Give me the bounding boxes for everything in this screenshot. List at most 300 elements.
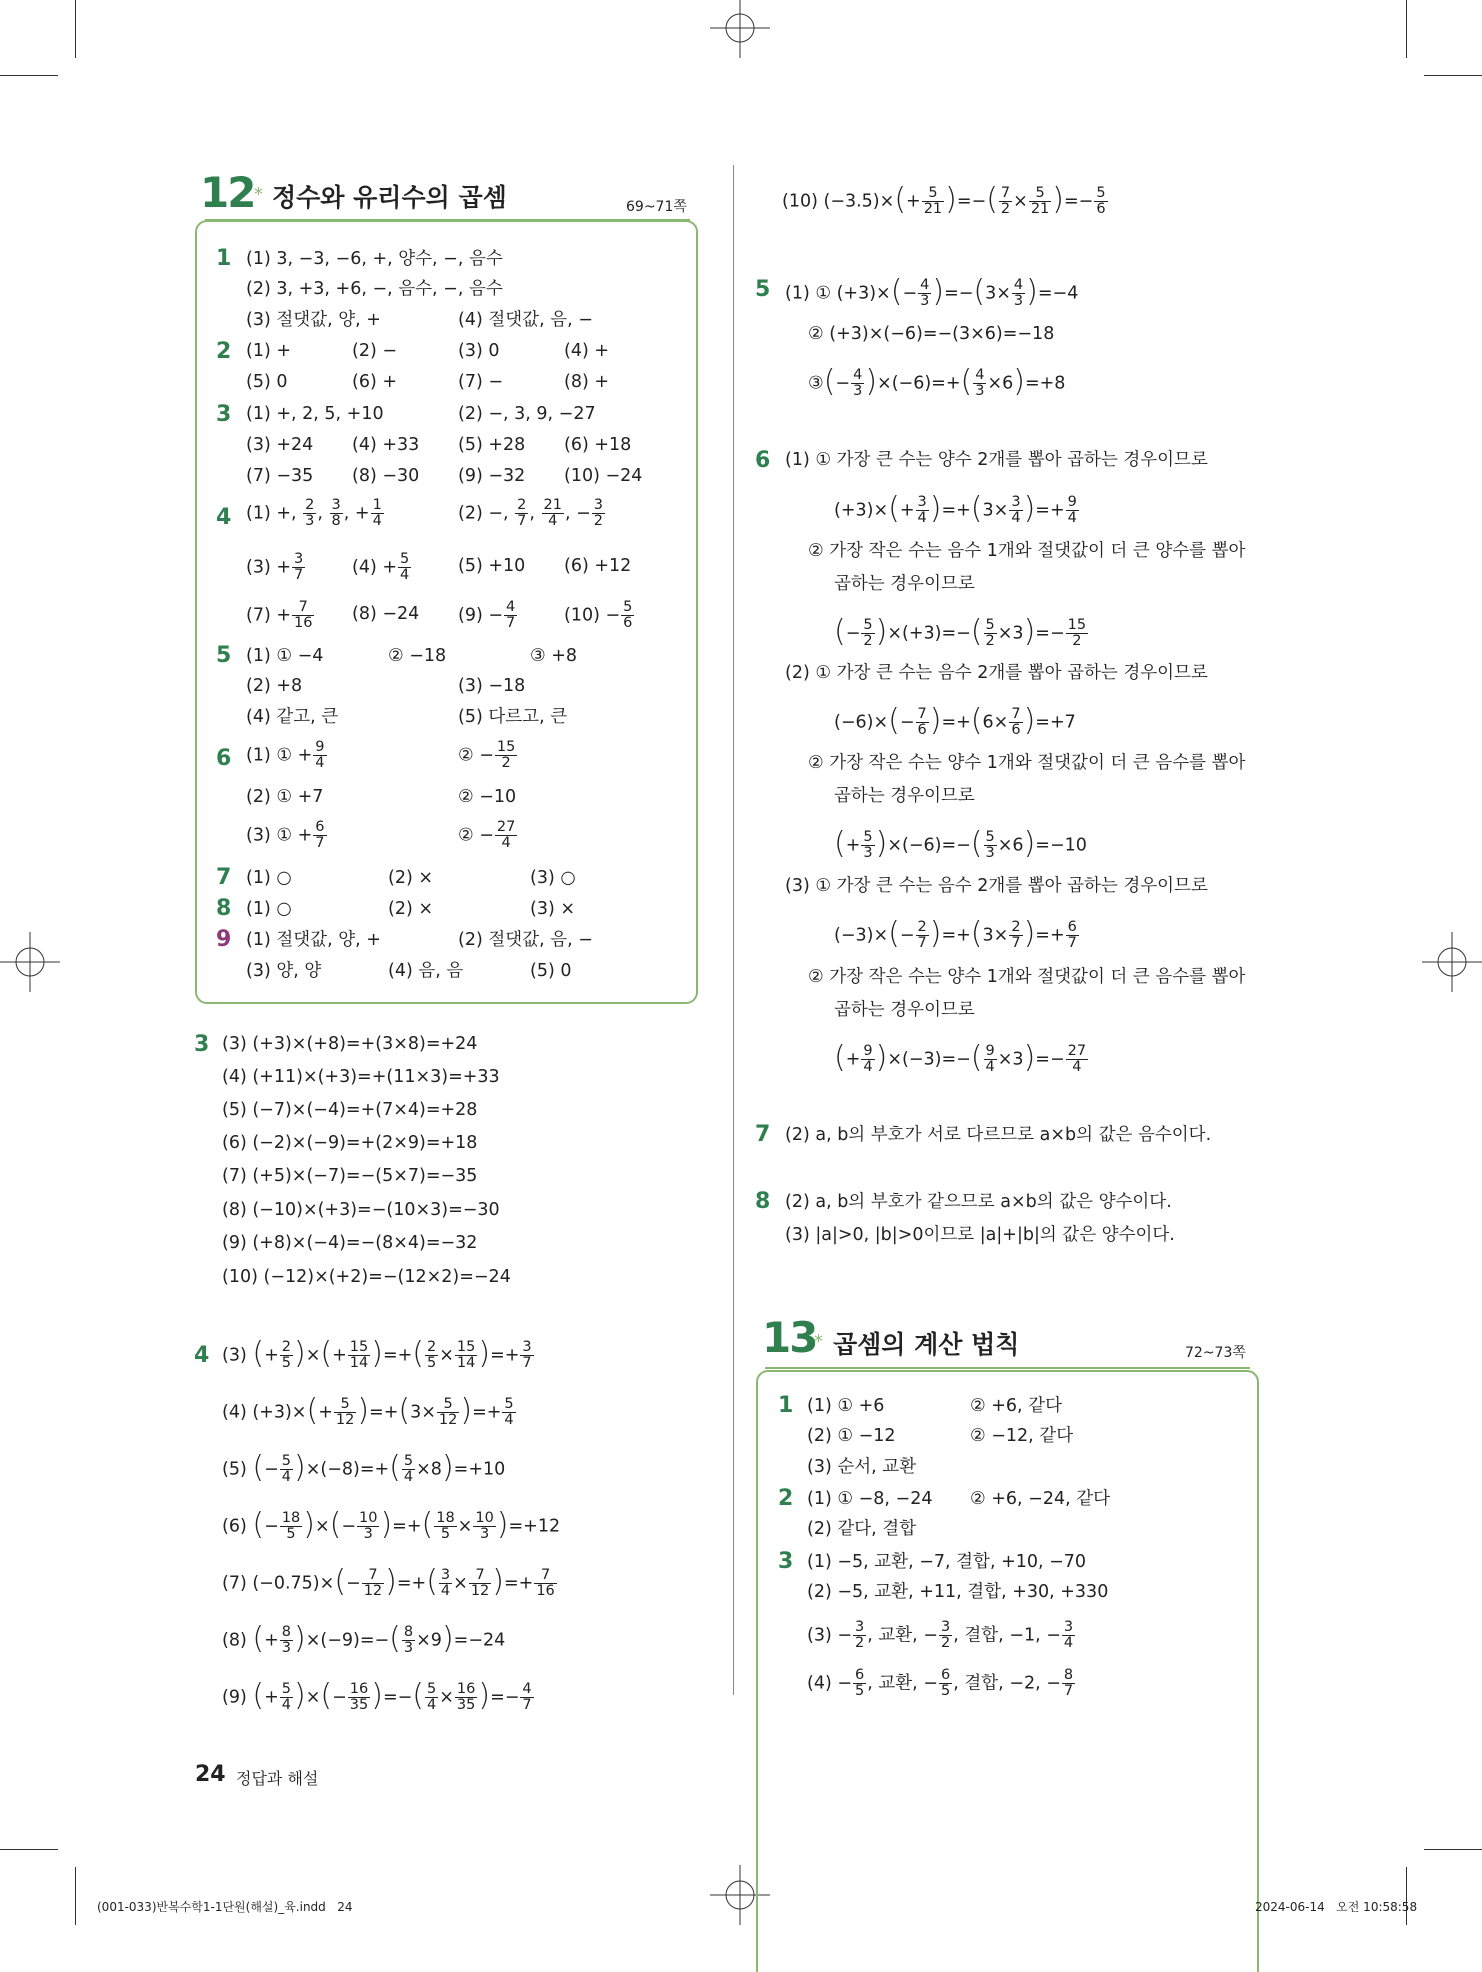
- solution-line: (3) (+ $\frac{2}{5}$ )×(+ $\frac{15}{14}$ )=+( $\frac{2}{5}$ × $\frac{15}{14}$ )=+ $\frac{3}{7}$: [222, 1335, 532, 1371]
- line-label: ③: [808, 373, 824, 394]
- answer-text: (5) +10: [458, 556, 526, 576]
- fraction-num: 27: [496, 819, 516, 835]
- line-label: (6): [222, 1516, 247, 1537]
- fraction-num: 10: [359, 1510, 378, 1526]
- fraction-den: 12: [363, 1583, 383, 1599]
- crop-mark: [75, 0, 76, 58]
- solution-line: (4) (+3)×(+ $\frac{5}{12}$ )=+(3× $\frac{5}{12}$ )=+ $\frac{5}{4}$: [222, 1392, 514, 1428]
- fraction-num: 15: [456, 1339, 476, 1355]
- line-label: (9): [222, 1687, 247, 1708]
- fraction-den: 7: [294, 567, 304, 583]
- answer-text: (1) ① −4: [246, 646, 324, 666]
- answer-text: (6) +18: [564, 435, 632, 455]
- fraction-num: 1: [372, 497, 382, 513]
- fraction-num: 4: [920, 277, 930, 293]
- answer-text: (2) −: [352, 341, 398, 361]
- section-title: 정수와 유리수의 곱셈: [272, 183, 507, 212]
- fraction-den: 7: [522, 1697, 532, 1713]
- answer-text: (9) −32: [458, 466, 526, 486]
- page-range: 72~73쪽: [1185, 1345, 1246, 1361]
- fraction-num: 9: [315, 739, 325, 755]
- fraction-den: 3: [479, 1526, 490, 1542]
- answer-text: (8) −30: [352, 466, 420, 486]
- solution-line: (2) a, b의 부호가 같으므로 a×b의 값은 양수이다.: [785, 1192, 1172, 1212]
- fraction-num: 5: [427, 1681, 437, 1697]
- fraction-den: 4: [1011, 510, 1021, 526]
- fraction-den: 7: [1011, 935, 1021, 951]
- fraction-den: 7: [522, 1355, 532, 1371]
- answer-text: (3) 0: [458, 341, 500, 361]
- solution-line: ② 가장 작은 수는 양수 1개와 절댓값이 더 큰 음수를 뽑아: [808, 967, 1246, 987]
- fraction-num: 2: [305, 497, 315, 513]
- fraction-num: 18: [281, 1510, 301, 1526]
- solution-line: (10) (−3.5)×(+ $\frac{5}{21}$ )=−( $\frac{7}{2}$ × $\frac{5}{21}$ )=− $\frac{5}{6}$: [782, 181, 1106, 217]
- solution-line: (+ $\frac{9}{4}$ )×(−3)=−( $\frac{9}{4}$ ×3)=− $\frac{27}{4}$: [834, 1039, 1087, 1075]
- fraction-num: 3: [294, 551, 304, 567]
- crop-mark: [1406, 1867, 1407, 1925]
- answer-text: (1) ○: [246, 899, 292, 919]
- fraction-num: 2: [917, 919, 927, 935]
- solution-line: ② 가장 작은 수는 양수 1개와 절댓값이 더 큰 음수를 뽑아: [808, 753, 1246, 773]
- q-number: 9: [216, 927, 232, 952]
- q-number: 5: [755, 277, 771, 302]
- answer-text: ② −12, 같다: [970, 1426, 1074, 1446]
- fraction-num: 5: [1096, 185, 1106, 201]
- fraction-den: 3: [853, 383, 863, 399]
- crop-mark: [0, 75, 58, 76]
- fraction-num: 15: [349, 1339, 369, 1355]
- fraction-num: 4: [506, 599, 516, 615]
- fraction-den: 6: [917, 722, 927, 738]
- answer-prefix: ② −: [458, 745, 494, 766]
- answer-text: (10) −24: [564, 466, 643, 486]
- fraction-num: 7: [362, 1568, 384, 1584]
- fraction-num: 4: [975, 367, 985, 383]
- solution-line: (3) (+3)×(+8)=+(3×8)=+24: [222, 1034, 478, 1054]
- answer-text: [246, 600, 315, 631]
- fraction-num: 6: [315, 819, 325, 835]
- answer-text: [246, 740, 328, 771]
- fraction-den: 35: [349, 1697, 369, 1713]
- expr: ×(−3)=−: [887, 1049, 971, 1070]
- answer-text: (1) +: [246, 341, 292, 361]
- answer-text: (3) ×: [530, 899, 576, 919]
- fraction-num: 16: [349, 1681, 369, 1697]
- answer-text: (2) −5, 교환, +11, 결합, +30, +330: [807, 1582, 1109, 1602]
- fraction-den: 21: [1030, 201, 1050, 217]
- answer-text: (4) 같고, 큰: [246, 707, 339, 727]
- fraction-den: 7: [1063, 1683, 1074, 1699]
- fraction-den: 5: [281, 1355, 291, 1371]
- answer-text: (2) −, $\frac{2}{7}$ , $\frac{21}{4}$ , − $\frac{3}{2}$: [458, 497, 604, 529]
- fraction-den: 4: [281, 1469, 291, 1485]
- q-number: 4: [216, 505, 232, 530]
- fraction-den: 3: [920, 293, 930, 309]
- result: =−24: [453, 1630, 506, 1651]
- date-slug: 2024-06-14 오전 10:58:58: [1255, 1900, 1418, 1914]
- answer-text: [807, 1668, 1076, 1699]
- fraction-den: 6: [623, 615, 633, 631]
- fraction-num: 5: [281, 1453, 291, 1469]
- fraction-num: 7: [1011, 706, 1021, 722]
- crop-mark: [75, 1867, 76, 1925]
- answer-prefix: (1) +,: [246, 503, 297, 524]
- answer-text: (3) −18: [458, 676, 526, 696]
- fraction-num: 4: [1013, 277, 1024, 293]
- solution-line: (3) |a|>0, |b|>0이므로 |a|+|b|의 값은 양수이다.: [785, 1225, 1175, 1245]
- result: =−10: [1035, 835, 1087, 856]
- fraction-den: 2: [863, 633, 873, 649]
- answer-text: (4) +33: [352, 435, 420, 455]
- line-label: (1) ① (+3)×: [785, 283, 891, 304]
- solution-line: 곱하는 경우이므로: [834, 1000, 975, 1020]
- result: =+12: [508, 1516, 561, 1537]
- answer-prefix: (1) ① +: [246, 745, 313, 766]
- q-number: 8: [755, 1189, 771, 1214]
- fraction-den: 4: [440, 1583, 451, 1599]
- q-number: 2: [778, 1486, 794, 1511]
- expr: (+3)×: [834, 500, 889, 521]
- fraction-num: 18: [436, 1510, 455, 1526]
- result: =+8: [1024, 373, 1066, 394]
- fraction-num: 8: [281, 1624, 291, 1640]
- answer-prefix: (7) +: [246, 605, 292, 626]
- answer-prefix: (4) +: [352, 557, 398, 578]
- fraction-num: 3: [440, 1567, 451, 1583]
- q-number: 6: [216, 746, 232, 771]
- fraction-num: 7: [292, 600, 314, 616]
- page-range: 69~71쪽: [626, 199, 687, 215]
- answer-text: (2) 같다, 결합: [807, 1519, 917, 1539]
- answer-text: (1) 절댓값, 양, +: [246, 930, 381, 950]
- answer-text: [564, 600, 635, 631]
- fraction-den: 4: [281, 1697, 291, 1713]
- fraction-den: 7: [917, 935, 927, 951]
- fraction-den: 5: [440, 1526, 451, 1542]
- fraction-den: 3: [281, 1640, 291, 1656]
- registration-mark-icon: [1422, 932, 1482, 992]
- q-number: 3: [216, 402, 232, 427]
- fraction-num: 2: [281, 1339, 291, 1355]
- section-title: 곱셈의 계산 법칙: [833, 1330, 1020, 1359]
- answer-text: (1) −5, 교환, −7, 결합, +10, −70: [807, 1552, 1087, 1572]
- fraction-num: 7: [534, 1568, 556, 1584]
- answer-text: (2) 절댓값, 음, −: [458, 930, 593, 950]
- fraction-den: 2: [985, 633, 995, 649]
- answer-text: (1) ① −8, −24: [807, 1489, 933, 1509]
- solution-line: 곱하는 경우이므로: [834, 574, 975, 594]
- solution-line: (6) (− $\frac{18}{5}$ )×(− $\frac{10}{3}$ )=+( $\frac{18}{5}$ × $\frac{10}{3}$ )=+12: [222, 1506, 561, 1542]
- fraction-den: 2: [1072, 633, 1082, 649]
- answer-text: (8) −24: [352, 604, 420, 624]
- fraction-den: 6: [1096, 201, 1106, 217]
- fraction-num: 3: [940, 1619, 951, 1635]
- answer-text: (1) 3, −3, −6, +, 양수, −, 음수: [246, 249, 503, 269]
- q-number: 1: [216, 246, 232, 271]
- fraction-den: 16: [294, 615, 313, 631]
- line-label: (5): [222, 1459, 247, 1480]
- solution-line: (2) a, b의 부호가 서로 다르므로 a×b의 값은 음수이다.: [785, 1125, 1212, 1145]
- section-number: 13: [762, 1313, 817, 1362]
- fraction-den: 35: [456, 1697, 476, 1713]
- solution-line: (− $\frac{5}{2}$ )×(+3)=−( $\frac{5}{2}$ ×3)=− $\frac{15}{2}$: [834, 613, 1087, 649]
- answer-text: (2) ① +7: [246, 787, 324, 807]
- answer-text: (2) −, 3, 9, −27: [458, 404, 596, 424]
- answer-text: (6) +12: [564, 556, 632, 576]
- answer-text: (5) 0: [530, 961, 572, 981]
- answer-text: (2) 3, +3, +6, −, 음수, −, 음수: [246, 279, 503, 299]
- q-number: 1: [778, 1393, 794, 1418]
- fraction-num: 6: [940, 1667, 951, 1683]
- fraction-num: 4: [522, 1681, 532, 1697]
- answer-text: [458, 600, 518, 631]
- fraction-den: 4: [917, 510, 927, 526]
- fraction-num: 2: [427, 1339, 437, 1355]
- fraction-den: 2: [940, 1635, 951, 1651]
- fraction-num: 5: [863, 617, 873, 633]
- answer-text: (1) +, $\frac{2}{3}$ , $\frac{3}{8}$ , + $\frac{1}{4}$: [246, 497, 382, 529]
- section-number: 12: [200, 168, 255, 217]
- answer-prefix: (10) −: [564, 605, 621, 626]
- answer-text: (4) 절댓값, 음, −: [458, 310, 593, 330]
- solution-line: (−6)×(− $\frac{7}{6}$ )=+(6× $\frac{7}{6}$ )=+7: [834, 702, 1076, 738]
- answer-text: (4) +: [564, 341, 610, 361]
- solution-line: (9) (+ $\frac{5}{4}$ )×(− $\frac{16}{35}$ )=−( $\frac{5}{4}$ × $\frac{16}{35}$ )=− $\frac{4}{7}$: [222, 1677, 532, 1713]
- fraction-num: 3: [917, 494, 927, 510]
- line-label: (7) (−0.75)×: [222, 1573, 335, 1594]
- fraction-den: 4: [548, 513, 558, 529]
- fraction-num: 5: [1029, 186, 1051, 202]
- crop-mark: [1406, 0, 1407, 58]
- fraction-num: 15: [496, 739, 516, 755]
- fraction-num: 8: [403, 1624, 414, 1640]
- page-label: 정답과 해설: [236, 1769, 319, 1788]
- solution-line: (1) ① (+3)×(− $\frac{4}{3}$ )=−(3× $\frac{4}{3}$ )=−4: [785, 273, 1079, 309]
- fraction-den: 2: [593, 513, 604, 529]
- solution-line: (+ $\frac{5}{3}$ )×(−6)=−( $\frac{5}{3}$ ×6)=−10: [834, 825, 1087, 861]
- fraction-num: 5: [437, 1397, 459, 1413]
- solution-line: (2) ① 가장 큰 수는 음수 2개를 뽑아 곱하는 경우이므로: [785, 663, 1208, 683]
- fraction-den: 6: [1011, 722, 1021, 738]
- answer-text: [458, 820, 518, 851]
- result: =+10: [453, 1459, 506, 1480]
- answer-part: , 결합, −1, −: [953, 1625, 1061, 1646]
- answer-text: (6) +: [352, 372, 398, 392]
- fraction-den: 4: [504, 1412, 514, 1428]
- solution-line: 곱하는 경우이므로: [834, 786, 975, 806]
- answer-text: (7) −35: [246, 466, 314, 486]
- asterisk-icon: *: [814, 1331, 823, 1352]
- q-number: 2: [216, 339, 232, 364]
- fraction-num: 4: [853, 367, 863, 383]
- fraction-den: 4: [985, 1059, 995, 1075]
- fraction-den: 7: [517, 513, 527, 529]
- fraction-num: 9: [1067, 494, 1077, 510]
- fraction-den: 5: [855, 1683, 865, 1699]
- answer-prefix: (2) −,: [458, 503, 509, 524]
- fraction-den: 12: [335, 1412, 355, 1428]
- fraction-num: 15: [1067, 617, 1087, 633]
- fraction-num: 3: [331, 497, 341, 513]
- fraction-num: 3: [1011, 494, 1021, 510]
- answer-text: ② −18: [388, 646, 447, 666]
- fraction-num: 27: [1067, 1043, 1087, 1059]
- solution-line: (10) (−12)×(+2)=−(12×2)=−24: [222, 1267, 511, 1287]
- fraction-den: 4: [372, 513, 382, 529]
- answer-text: (5) +28: [458, 435, 526, 455]
- expr: =−: [1035, 1049, 1065, 1070]
- fraction-num: 16: [456, 1681, 476, 1697]
- fraction-num: 5: [985, 617, 995, 633]
- expr: ×3: [997, 1049, 1024, 1070]
- fraction-num: 9: [863, 1043, 873, 1059]
- answer-text: (5) 다르고, 큰: [458, 707, 568, 727]
- fraction-num: 3: [522, 1339, 532, 1355]
- answer-text: (3) 절댓값, 양, +: [246, 310, 381, 330]
- expr: (−6)×: [834, 712, 889, 733]
- fraction-num: 6: [855, 1667, 865, 1683]
- fraction-den: 5: [427, 1355, 437, 1371]
- fraction-den: 4: [315, 755, 325, 771]
- answer-text: (1) ○: [246, 868, 292, 888]
- answer-text: (3) +24: [246, 435, 314, 455]
- solution-line: (3) ① 가장 큰 수는 음수 2개를 뽑아 곱하는 경우이므로: [785, 876, 1208, 896]
- q-number: 3: [194, 1032, 210, 1057]
- solution-line: (9) (+8)×(−4)=−(8×4)=−32: [222, 1233, 478, 1253]
- solution-line: (−3)×(− $\frac{2}{7}$ )=+(3× $\frac{2}{7}$ )=+ $\frac{6}{7}$: [834, 915, 1077, 951]
- expr: ×(−6)=+: [877, 373, 961, 394]
- fraction-den: 12: [438, 1412, 458, 1428]
- fraction-den: 5: [940, 1683, 951, 1699]
- answer-text: (2) +8: [246, 676, 303, 696]
- fraction-den: 3: [975, 383, 985, 399]
- line-label: (4) (+3)×: [222, 1402, 307, 1423]
- fraction-num: 5: [863, 829, 873, 845]
- answer-text: (5) 0: [246, 372, 288, 392]
- result: =+7: [1035, 712, 1076, 733]
- answer-text: [458, 740, 518, 771]
- fraction-num: 5: [504, 1396, 514, 1412]
- page-number: 24: [195, 1762, 226, 1787]
- fraction-den: 4: [1067, 510, 1077, 526]
- fraction-den: 4: [427, 1697, 437, 1713]
- solution-line: (+3)×(+ $\frac{3}{4}$ )=+(3× $\frac{3}{4}$ )=+ $\frac{9}{4}$: [834, 490, 1077, 526]
- solution-line: (5) (− $\frac{5}{4}$ )×(−8)=+( $\frac{5}{4}$ ×8)=+10: [222, 1449, 506, 1485]
- asterisk-icon: *: [254, 184, 263, 205]
- fraction-den: 4: [501, 835, 511, 851]
- fraction-den: 2: [855, 1635, 865, 1651]
- fraction-den: 4: [1063, 1635, 1074, 1651]
- answer-text: (1) ① +6: [807, 1396, 885, 1416]
- solution-line: ③(− $\frac{4}{3}$ )×(−6)=+( $\frac{4}{3}$ ×6)=+8: [808, 363, 1066, 399]
- fraction-den: 4: [1072, 1059, 1082, 1075]
- answer-text: (3) 양, 양: [246, 961, 322, 981]
- fraction-den: 2: [1000, 201, 1011, 217]
- answer-text: (2) ×: [388, 868, 434, 888]
- answer-text: (7) −: [458, 372, 504, 392]
- fraction-num: 3: [855, 1619, 865, 1635]
- solution-line: ② (+3)×(−6)=−(3×6)=−18: [808, 324, 1055, 344]
- registration-mark-icon: [710, 0, 770, 60]
- crop-mark: [1424, 1849, 1482, 1850]
- fraction-num: 5: [400, 551, 410, 567]
- solution-line: (7) (−0.75)×(− $\frac{7}{12}$ )=+( $\frac{3}{4}$ × $\frac{7}{12}$ )=+ $\frac{7}{16}$: [222, 1563, 555, 1599]
- fraction-den: 3: [863, 845, 873, 861]
- answer-text: (2) ① −12: [807, 1426, 896, 1446]
- answer-prefix: (4) −: [807, 1673, 853, 1694]
- expr: ×(+3)=−: [887, 623, 971, 644]
- fraction-num: 5: [281, 1681, 291, 1697]
- fraction-den: 4: [863, 1059, 873, 1075]
- solution-line: (8) (+ $\frac{8}{3}$ )×(−9)=−( $\frac{8}{3}$ ×9)=−24: [222, 1620, 506, 1656]
- answer-part: , 교환, −: [867, 1625, 938, 1646]
- fraction-den: 4: [403, 1469, 414, 1485]
- fraction-den: 3: [363, 1526, 373, 1542]
- answer-text: [246, 820, 328, 851]
- q-number: 6: [755, 448, 771, 473]
- answer-text: (2) ×: [388, 899, 434, 919]
- answer-prefix: (3) −: [807, 1625, 853, 1646]
- answer-text: (8) +: [564, 372, 610, 392]
- fraction-num: 2: [1011, 919, 1021, 935]
- solution-line: (7) (+5)×(−7)=−(5×7)=−35: [222, 1166, 478, 1186]
- solution-line: (4) (+11)×(+3)=+(11×3)=+33: [222, 1067, 500, 1087]
- answer-prefix: (3) +: [246, 557, 292, 578]
- title-underline: [765, 1367, 1250, 1369]
- q-number: 8: [216, 896, 232, 921]
- crop-mark: [1424, 75, 1482, 76]
- answer-prefix: ② −: [458, 825, 494, 846]
- solution-line: (1) ① 가장 큰 수는 양수 2개를 뽑아 곱하는 경우이므로: [785, 450, 1208, 470]
- answer-text: ③ +8: [530, 646, 578, 666]
- fraction-num: 10: [475, 1510, 494, 1526]
- fraction-den: 3: [403, 1640, 414, 1656]
- result: =−4: [1037, 283, 1079, 304]
- answer-text: [352, 552, 412, 583]
- answer-text: ② −10: [458, 787, 517, 807]
- fraction-num: 3: [1063, 1619, 1074, 1635]
- fraction-den: 8: [331, 513, 341, 529]
- answer-text: [246, 552, 306, 583]
- file-slug: (001-033)반복수학1-1단원(해설)_육.indd 24: [97, 1900, 353, 1914]
- fraction-num: 9: [985, 1043, 995, 1059]
- fraction-den: 7: [506, 615, 516, 631]
- answer-text: ② +6, −24, 같다: [970, 1489, 1111, 1509]
- line-label: (3): [222, 1345, 247, 1366]
- fraction-num: 5: [334, 1397, 356, 1413]
- q-number: 7: [216, 865, 232, 890]
- fraction-den: 3: [1013, 293, 1024, 309]
- fraction-den: 12: [470, 1583, 490, 1599]
- answer-prefix: (3) ① +: [246, 825, 313, 846]
- fraction-num: 3: [593, 497, 604, 513]
- fraction-num: 7: [1000, 185, 1011, 201]
- answer-prefix: (9) −: [458, 605, 504, 626]
- fraction-num: 6: [1067, 919, 1077, 935]
- fraction-den: 3: [305, 513, 315, 529]
- expr: (−3)×: [834, 925, 889, 946]
- answer-text: ② +6, 같다: [970, 1396, 1062, 1416]
- fraction-den: 5: [286, 1526, 296, 1542]
- expr: ×(−6)=−: [887, 835, 971, 856]
- answer-text: (1) +, 2, 5, +10: [246, 404, 384, 424]
- fraction-num: 5: [623, 599, 633, 615]
- fraction-num: 5: [922, 186, 944, 202]
- fraction-num: 2: [517, 497, 527, 513]
- fraction-den: 7: [1067, 935, 1077, 951]
- expr: ×3: [997, 623, 1024, 644]
- fraction-num: 7: [917, 706, 927, 722]
